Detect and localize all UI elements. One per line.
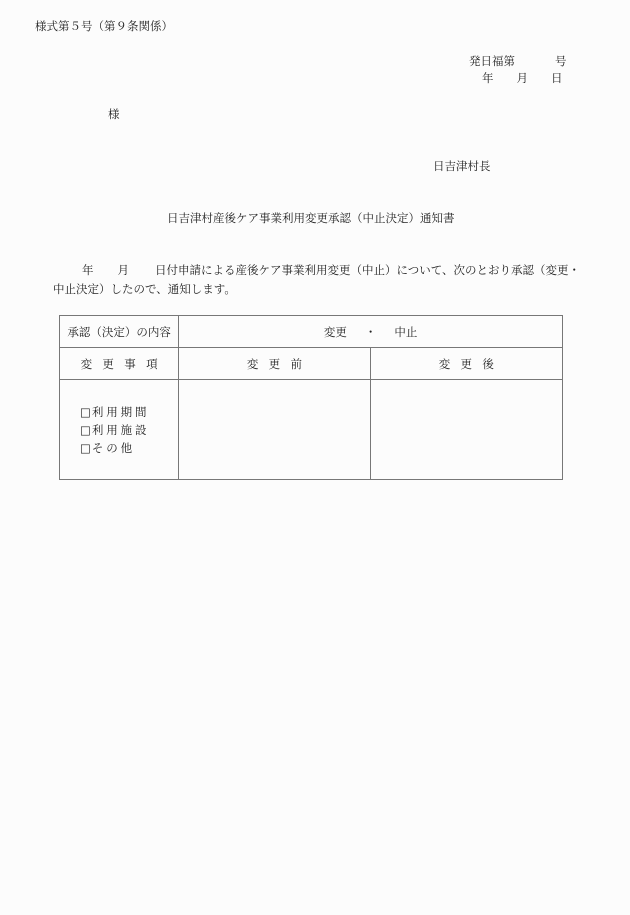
issue-number-line: [469, 56, 567, 68]
checkbox-icon[interactable]: □: [80, 440, 91, 455]
issue-number-suffix: 号: [555, 54, 567, 68]
checklist-label: 利用期間: [91, 404, 150, 419]
checklist-item-period[interactable]: [80, 403, 178, 421]
change-item-checklist: [60, 380, 179, 480]
checklist-label: その他: [91, 440, 135, 455]
body-text-line-1: [82, 265, 580, 277]
table-row-headers: [60, 348, 563, 380]
checkbox-icon[interactable]: □: [80, 404, 91, 419]
body-text-line-2: 中止決定）したので、通知します。: [53, 282, 236, 296]
issue-date-line: [482, 73, 563, 85]
header-before-change: 変更前: [179, 348, 370, 380]
table-row-details: [60, 380, 563, 480]
approval-option-separator: ・: [364, 324, 377, 339]
before-change-cell[interactable]: [179, 380, 370, 480]
checkbox-icon[interactable]: □: [80, 422, 91, 437]
document-title: 日吉津村産後ケア事業利用変更承認（中止決定）通知書: [167, 211, 455, 225]
after-change-cell[interactable]: [370, 380, 562, 480]
body-month-label: 月: [117, 263, 129, 277]
issue-number-prefix: 発日福第: [469, 54, 515, 68]
checklist-item-facility[interactable]: [80, 421, 178, 439]
date-month-label: 月: [516, 71, 528, 85]
issuer-name: 日吉津村長: [433, 159, 491, 173]
header-change-item: 変更事項: [60, 348, 179, 380]
form-number: 様式第５号（第９条関係）: [35, 19, 173, 33]
date-year-label: 年: [482, 71, 494, 85]
checklist-label: 利用施設: [91, 422, 150, 437]
approval-label-cell: 承認（決定）の内容: [60, 316, 179, 348]
approval-option-stop: 中止: [394, 324, 418, 339]
table-row-approval: [60, 316, 563, 348]
approval-value-cell: [179, 316, 563, 348]
addressee-suffix: 様: [108, 107, 120, 121]
checklist-item-other[interactable]: [80, 439, 178, 457]
header-after-change: 変更後: [370, 348, 562, 380]
date-day-label: 日: [551, 71, 563, 85]
body-line1-text: 日付申請による産後ケア事業利用変更（中止）について、次のとおり承認（変更・: [155, 263, 581, 277]
change-details-table: [59, 315, 563, 480]
approval-option-change: 変更: [323, 324, 347, 339]
body-year-label: 年: [82, 263, 94, 277]
